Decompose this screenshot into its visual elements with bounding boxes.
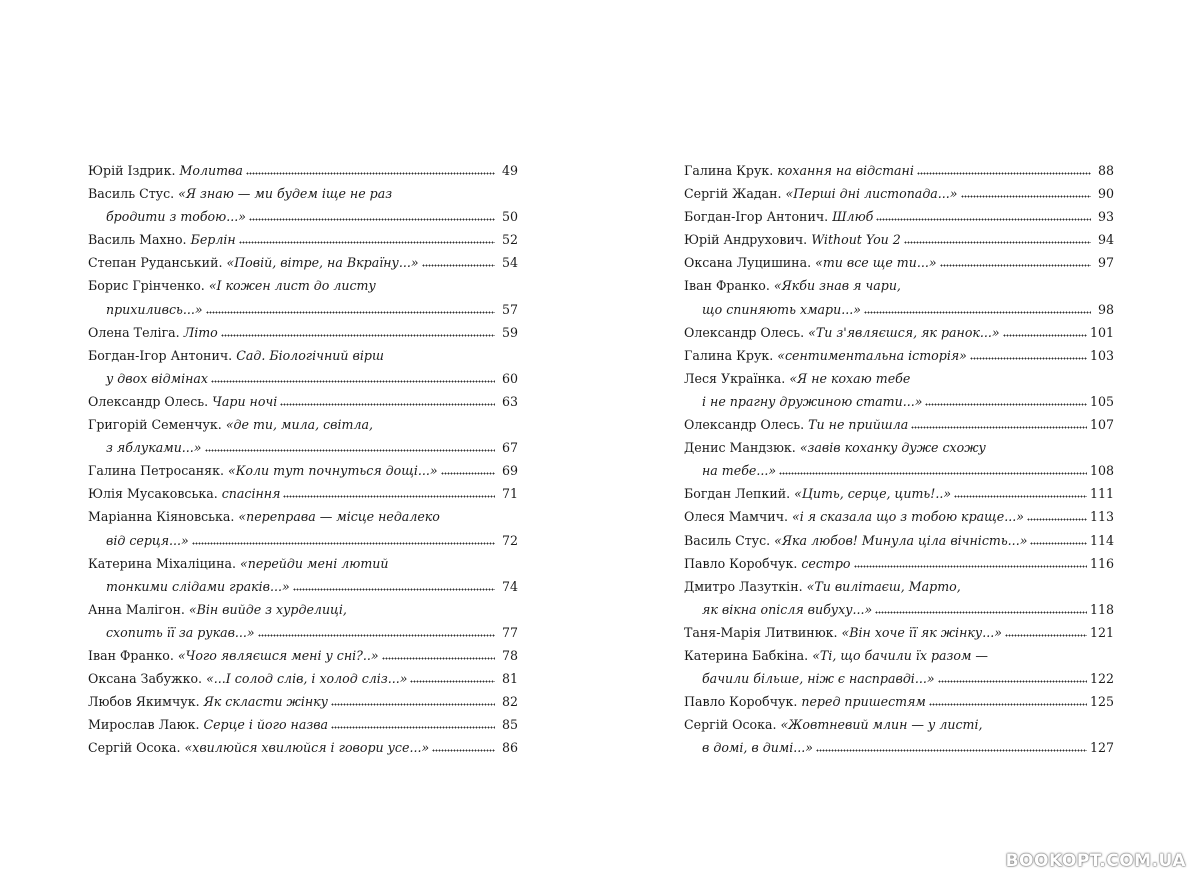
entry-author: Сергій Осока. [88, 740, 181, 756]
entry-title: Як скласти жінку [203, 694, 328, 710]
toc-entry-line [88, 344, 518, 367]
entry-title: що спиняють хмари...» [702, 301, 861, 317]
toc-entry [88, 713, 518, 736]
entry-author: Павло Коробчук. [684, 694, 798, 710]
dot-leader [954, 488, 1087, 498]
entry-author: Василь Махно. [88, 232, 187, 248]
entry-title: «і я сказала що з тобою краще...» [792, 509, 1024, 525]
toc-entry-continuation [684, 298, 1114, 321]
entry-author: Юлія Мусаковська. [88, 486, 218, 502]
toc-entry-continuation [88, 529, 518, 552]
entry-title: як вікна опісля вибуху...» [702, 601, 873, 617]
entry-author: Павло Коробчук. [684, 555, 798, 571]
toc-list-right [684, 159, 1114, 759]
entry-page-number: 94 [1097, 232, 1114, 248]
dot-leader [938, 673, 1087, 683]
dot-leader [410, 673, 495, 683]
toc-entry-line [684, 690, 1114, 713]
dot-leader [864, 304, 1091, 314]
toc-entry-line [684, 159, 1114, 182]
dot-leader [206, 304, 495, 314]
toc-entry-line [88, 505, 518, 528]
dot-leader [441, 465, 495, 475]
entry-title: «...І солод слів, і холод сліз...» [206, 671, 408, 687]
entry-title: Серце і його назва [203, 717, 329, 733]
entry-title: кохання на відстані [777, 163, 914, 178]
toc-entry [684, 344, 1114, 367]
toc-entry-line [88, 713, 518, 736]
entry-page-number: 93 [1097, 209, 1114, 225]
toc-entry [684, 482, 1114, 505]
toc-entry-line [88, 690, 518, 713]
dot-leader [432, 742, 495, 752]
entry-page-number: 49 [501, 163, 518, 178]
entry-page-number: 122 [1089, 671, 1114, 687]
toc-entry-line [88, 482, 518, 505]
toc-entry [88, 505, 518, 551]
toc-entry [88, 344, 518, 390]
entry-page-number: 101 [1089, 324, 1114, 340]
toc-entry-line [684, 321, 1114, 344]
toc-entry-line [88, 228, 518, 251]
entry-author: Богдан-Ігор Антонич. [88, 347, 233, 363]
toc-entry-line [88, 598, 518, 621]
entry-page-number: 77 [501, 624, 518, 640]
dot-leader [239, 234, 495, 244]
entry-title: Чари ночі [212, 393, 278, 409]
toc-entry [684, 413, 1114, 436]
entry-title: і не прагну дружиною стати...» [702, 393, 923, 409]
entry-title: «сентиментальна історія» [777, 347, 967, 363]
toc-entry-continuation [88, 436, 518, 459]
entry-title: «Перші дні листопада...» [785, 186, 958, 202]
toc-entry-line [684, 251, 1114, 274]
entry-title: «Ти з'являєшся, як ранок...» [808, 324, 1000, 340]
toc-entry-line [684, 344, 1114, 367]
dot-leader [875, 604, 1087, 614]
entry-page-number: 85 [501, 717, 518, 733]
toc-entry-line [88, 274, 518, 297]
dot-leader [917, 165, 1091, 175]
entry-author: Оксана Забужко. [88, 671, 203, 687]
entry-page-number: 59 [501, 324, 518, 340]
dot-leader [854, 558, 1087, 568]
entry-author: Юрій Іздрик. [88, 163, 176, 178]
dot-leader [1030, 535, 1087, 545]
entry-title: «Чого являєшся мені у сні?..» [177, 647, 379, 663]
entry-page-number: 113 [1089, 509, 1114, 525]
entry-author: Любов Якимчук. [88, 694, 200, 710]
entry-page-number: 67 [501, 440, 518, 456]
toc-entry [88, 159, 518, 182]
entry-page-number: 98 [1097, 301, 1114, 317]
dot-leader [970, 350, 1087, 360]
entry-page-number: 111 [1089, 486, 1114, 502]
right-page [600, 0, 1200, 879]
entry-page-number: 125 [1089, 694, 1114, 710]
entry-author: Богдан Лепкий. [684, 486, 791, 502]
entry-page-number: 114 [1089, 532, 1114, 548]
toc-entry-continuation [88, 367, 518, 390]
entry-page-number: 63 [501, 393, 518, 409]
dot-leader [283, 488, 495, 498]
entry-title: тонкими слідами граків...» [106, 578, 290, 594]
entry-title: Молитва [179, 163, 243, 178]
toc-entry-line [684, 367, 1114, 390]
toc-entry [88, 182, 518, 228]
entry-page-number: 97 [1097, 255, 1114, 271]
dot-leader [1027, 511, 1087, 521]
entry-title: «Він вийде з хурделиці, [188, 601, 347, 617]
dot-leader [779, 465, 1087, 475]
entry-author: Денис Мандзюк. [684, 440, 796, 456]
entry-author: Олена Теліга. [88, 324, 180, 340]
entry-author: Олександр Олесь. [88, 393, 209, 409]
entry-title: Сад. Біологічний вірш [236, 347, 384, 363]
toc-entry [88, 552, 518, 598]
toc-entry [684, 644, 1114, 690]
toc-entry [684, 621, 1114, 644]
entry-page-number: 52 [501, 232, 518, 248]
dot-leader [925, 396, 1087, 406]
toc-entry [684, 575, 1114, 621]
dot-leader [422, 257, 495, 267]
toc-list-left [88, 159, 518, 759]
entry-author: Дмитро Лазуткін. [684, 578, 803, 594]
entry-author: Василь Стус. [88, 186, 175, 202]
entry-page-number: 90 [1097, 186, 1114, 202]
toc-entry-line [88, 667, 518, 690]
entry-page-number: 116 [1089, 555, 1114, 571]
toc-entry-line [88, 321, 518, 344]
entry-author: Борис Грінченко. [88, 278, 205, 294]
entry-page-number: 60 [501, 370, 518, 386]
entry-title: «І кожен лист до листу [208, 278, 376, 294]
entry-title: «ти все ще ти...» [815, 255, 937, 271]
toc-entry [88, 251, 518, 274]
dot-leader [911, 419, 1087, 429]
dot-leader [221, 327, 495, 337]
toc-entry [684, 713, 1114, 759]
toc-entry-line [88, 413, 518, 436]
entry-author: Степан Руданський. [88, 255, 223, 271]
toc-entry-line [684, 575, 1114, 598]
entry-title: бачили більше, ніж є насправді...» [702, 671, 935, 687]
entry-author: Богдан-Ігор Антонич. [684, 209, 829, 225]
entry-title: «хвилюйся хвилюйся і говори усе...» [184, 740, 430, 756]
entry-title: Шлюб [832, 209, 874, 225]
toc-entry-line [88, 459, 518, 482]
entry-title: «Ті, що бачили їх разом — [812, 647, 988, 663]
entry-author: Галина Крук. [684, 163, 774, 178]
toc-entry [88, 644, 518, 667]
toc-entry-line [684, 482, 1114, 505]
entry-title: «перейди мені лютий [240, 555, 389, 571]
entry-title: «переправа — місце недалеко [238, 509, 440, 525]
toc-entry [684, 274, 1114, 320]
entry-author: Сергій Жадан. [684, 186, 782, 202]
entry-author: Олеся Мамчич. [684, 509, 789, 525]
toc-entry-continuation [684, 459, 1114, 482]
entry-title: від серця...» [106, 532, 189, 548]
entry-author: Олександр Олесь. [684, 417, 805, 433]
toc-entry [684, 367, 1114, 413]
toc-entry-line [684, 713, 1114, 736]
entry-author: Катерина Бабкіна. [684, 647, 809, 663]
entry-title: Ти не прийшла [808, 417, 909, 433]
entry-title: Берлін [190, 232, 236, 248]
dot-leader [249, 211, 495, 221]
toc-entry [684, 321, 1114, 344]
toc-entry-line [684, 205, 1114, 228]
entry-page-number: 82 [501, 694, 518, 710]
toc-entry-line [684, 228, 1114, 251]
toc-entry-continuation [684, 667, 1114, 690]
toc-entry [88, 736, 518, 759]
entry-author: Леся Українка. [684, 370, 786, 386]
entry-title: на тебе...» [702, 463, 777, 479]
toc-entry [684, 505, 1114, 528]
entry-title: Without You 2 [811, 232, 901, 248]
toc-entry-continuation [684, 598, 1114, 621]
toc-entry-continuation [684, 390, 1114, 413]
dot-leader [876, 211, 1091, 221]
entry-page-number: 50 [501, 209, 518, 225]
entry-author: Мирослав Лаюк. [88, 717, 200, 733]
toc-entry-line [88, 644, 518, 667]
toc-entry [684, 159, 1114, 182]
entry-title: в домі, в димі...» [702, 740, 813, 756]
toc-entry [684, 529, 1114, 552]
entry-page-number: 78 [501, 647, 518, 663]
entry-title: спасіння [221, 486, 281, 502]
entry-page-number: 72 [501, 532, 518, 548]
toc-entry [684, 205, 1114, 228]
toc-entry [88, 667, 518, 690]
entry-author: Григорій Семенчук. [88, 417, 222, 433]
entry-author: Олександр Олесь. [684, 324, 805, 340]
dot-leader [246, 165, 495, 175]
watermark: BOOKOPT.COM.UA [1005, 851, 1186, 871]
toc-entry [88, 598, 518, 644]
toc-entry [684, 228, 1114, 251]
toc-entry [88, 321, 518, 344]
entry-page-number: 108 [1089, 463, 1114, 479]
entry-title: у двох відмінах [106, 370, 209, 386]
dot-leader [192, 535, 495, 545]
entry-author: Василь Стус. [684, 532, 771, 548]
dot-leader [258, 627, 495, 637]
entry-page-number: 88 [1097, 163, 1114, 178]
dot-leader [961, 188, 1091, 198]
entry-title: схопить її за рукав...» [106, 624, 255, 640]
entry-author: Галина Петросаняк. [88, 463, 224, 479]
toc-entry [684, 436, 1114, 482]
toc-entry-continuation [88, 298, 518, 321]
toc-entry-line [684, 413, 1114, 436]
dot-leader [205, 442, 495, 452]
entry-title: «Коли тут почнуться дощі...» [227, 463, 438, 479]
entry-page-number: 54 [501, 255, 518, 271]
toc-entry-line [88, 159, 518, 182]
toc-entry-line [684, 529, 1114, 552]
toc-entry-line [684, 274, 1114, 297]
toc-entry-continuation [684, 736, 1114, 759]
toc-entry-continuation [88, 205, 518, 228]
dot-leader [816, 742, 1087, 752]
entry-page-number: 69 [501, 463, 518, 479]
dot-leader [280, 396, 495, 406]
dot-leader [331, 719, 495, 729]
toc-entry-line [88, 736, 518, 759]
entry-title: прихиливсь...» [106, 301, 203, 317]
entry-page-number: 81 [501, 671, 518, 687]
dot-leader [1003, 327, 1087, 337]
entry-page-number: 118 [1089, 601, 1114, 617]
dot-leader [211, 373, 495, 383]
entry-page-number: 107 [1089, 417, 1114, 433]
toc-entry-line [88, 251, 518, 274]
entry-title: сестро [801, 555, 851, 571]
toc-entry-line [88, 182, 518, 205]
entry-author: Галина Крук. [684, 347, 774, 363]
dot-leader [929, 696, 1087, 706]
toc-entry [684, 690, 1114, 713]
entry-author: Іван Франко. [684, 278, 770, 294]
toc-entry [88, 482, 518, 505]
entry-author: Катерина Міхаліцина. [88, 555, 236, 571]
toc-entry [684, 182, 1114, 205]
toc-entry [88, 390, 518, 413]
entry-page-number: 86 [501, 740, 518, 756]
entry-page-number: 127 [1089, 740, 1114, 756]
entry-title: «Жовтневий млин — у листі, [780, 717, 983, 733]
entry-title: «Я не кохаю тебе [789, 370, 911, 386]
entry-author: Юрій Андрухович. [684, 232, 808, 248]
entry-author: Оксана Луцишина. [684, 255, 812, 271]
entry-author: Анна Малігон. [88, 601, 185, 617]
dot-leader [1005, 627, 1087, 637]
entry-title: бродити з тобою...» [106, 209, 246, 225]
entry-title: перед пришестям [801, 694, 926, 710]
entry-title: «Я знаю — ми будем іще не раз [178, 186, 393, 202]
toc-entry [88, 413, 518, 459]
toc-entry-line [684, 644, 1114, 667]
toc-entry [684, 251, 1114, 274]
toc-entry [88, 274, 518, 320]
toc-entry-line [88, 552, 518, 575]
toc-entry [88, 690, 518, 713]
dot-leader [293, 581, 495, 591]
dot-leader [331, 696, 495, 706]
dot-leader [382, 650, 495, 660]
entry-author: Іван Франко. [88, 647, 174, 663]
dot-leader [904, 234, 1091, 244]
entry-title: «Ти вилітаєш, Марто, [806, 578, 961, 594]
entry-title: «Він хоче її як жінку...» [841, 624, 1002, 640]
entry-author: Таня-Марія Литвинюк. [684, 624, 838, 640]
entry-author: Маріанна Кіяновська. [88, 509, 235, 525]
toc-entry-line [88, 390, 518, 413]
dot-leader [940, 257, 1091, 267]
toc-entry-line [684, 552, 1114, 575]
entry-page-number: 105 [1089, 393, 1114, 409]
entry-title: з яблуками...» [106, 440, 202, 456]
toc-entry-line [684, 182, 1114, 205]
entry-title: «Яка любов! Минула ціла вічність...» [774, 532, 1028, 548]
entry-author: Сергій Осока. [684, 717, 777, 733]
entry-title: «завів коханку дуже схожу [799, 440, 986, 456]
entry-page-number: 103 [1089, 347, 1114, 363]
toc-entry-line [684, 436, 1114, 459]
entry-title: «Повій, вітре, на Вкраїну...» [226, 255, 419, 271]
entry-title: «де ти, мила, світла, [225, 417, 373, 433]
entry-page-number: 57 [501, 301, 518, 317]
toc-entry-continuation [88, 621, 518, 644]
entry-page-number: 71 [501, 486, 518, 502]
toc-entry-line [684, 621, 1114, 644]
entry-page-number: 74 [501, 578, 518, 594]
toc-entry-continuation [88, 575, 518, 598]
toc-entry [88, 228, 518, 251]
entry-title: «Якби знав я чари, [773, 278, 901, 294]
toc-entry [88, 459, 518, 482]
entry-title: Літо [183, 324, 218, 340]
toc-entry [684, 552, 1114, 575]
entry-page-number: 121 [1089, 624, 1114, 640]
entry-title: «Цить, серце, цить!..» [794, 486, 952, 502]
toc-entry-line [684, 505, 1114, 528]
